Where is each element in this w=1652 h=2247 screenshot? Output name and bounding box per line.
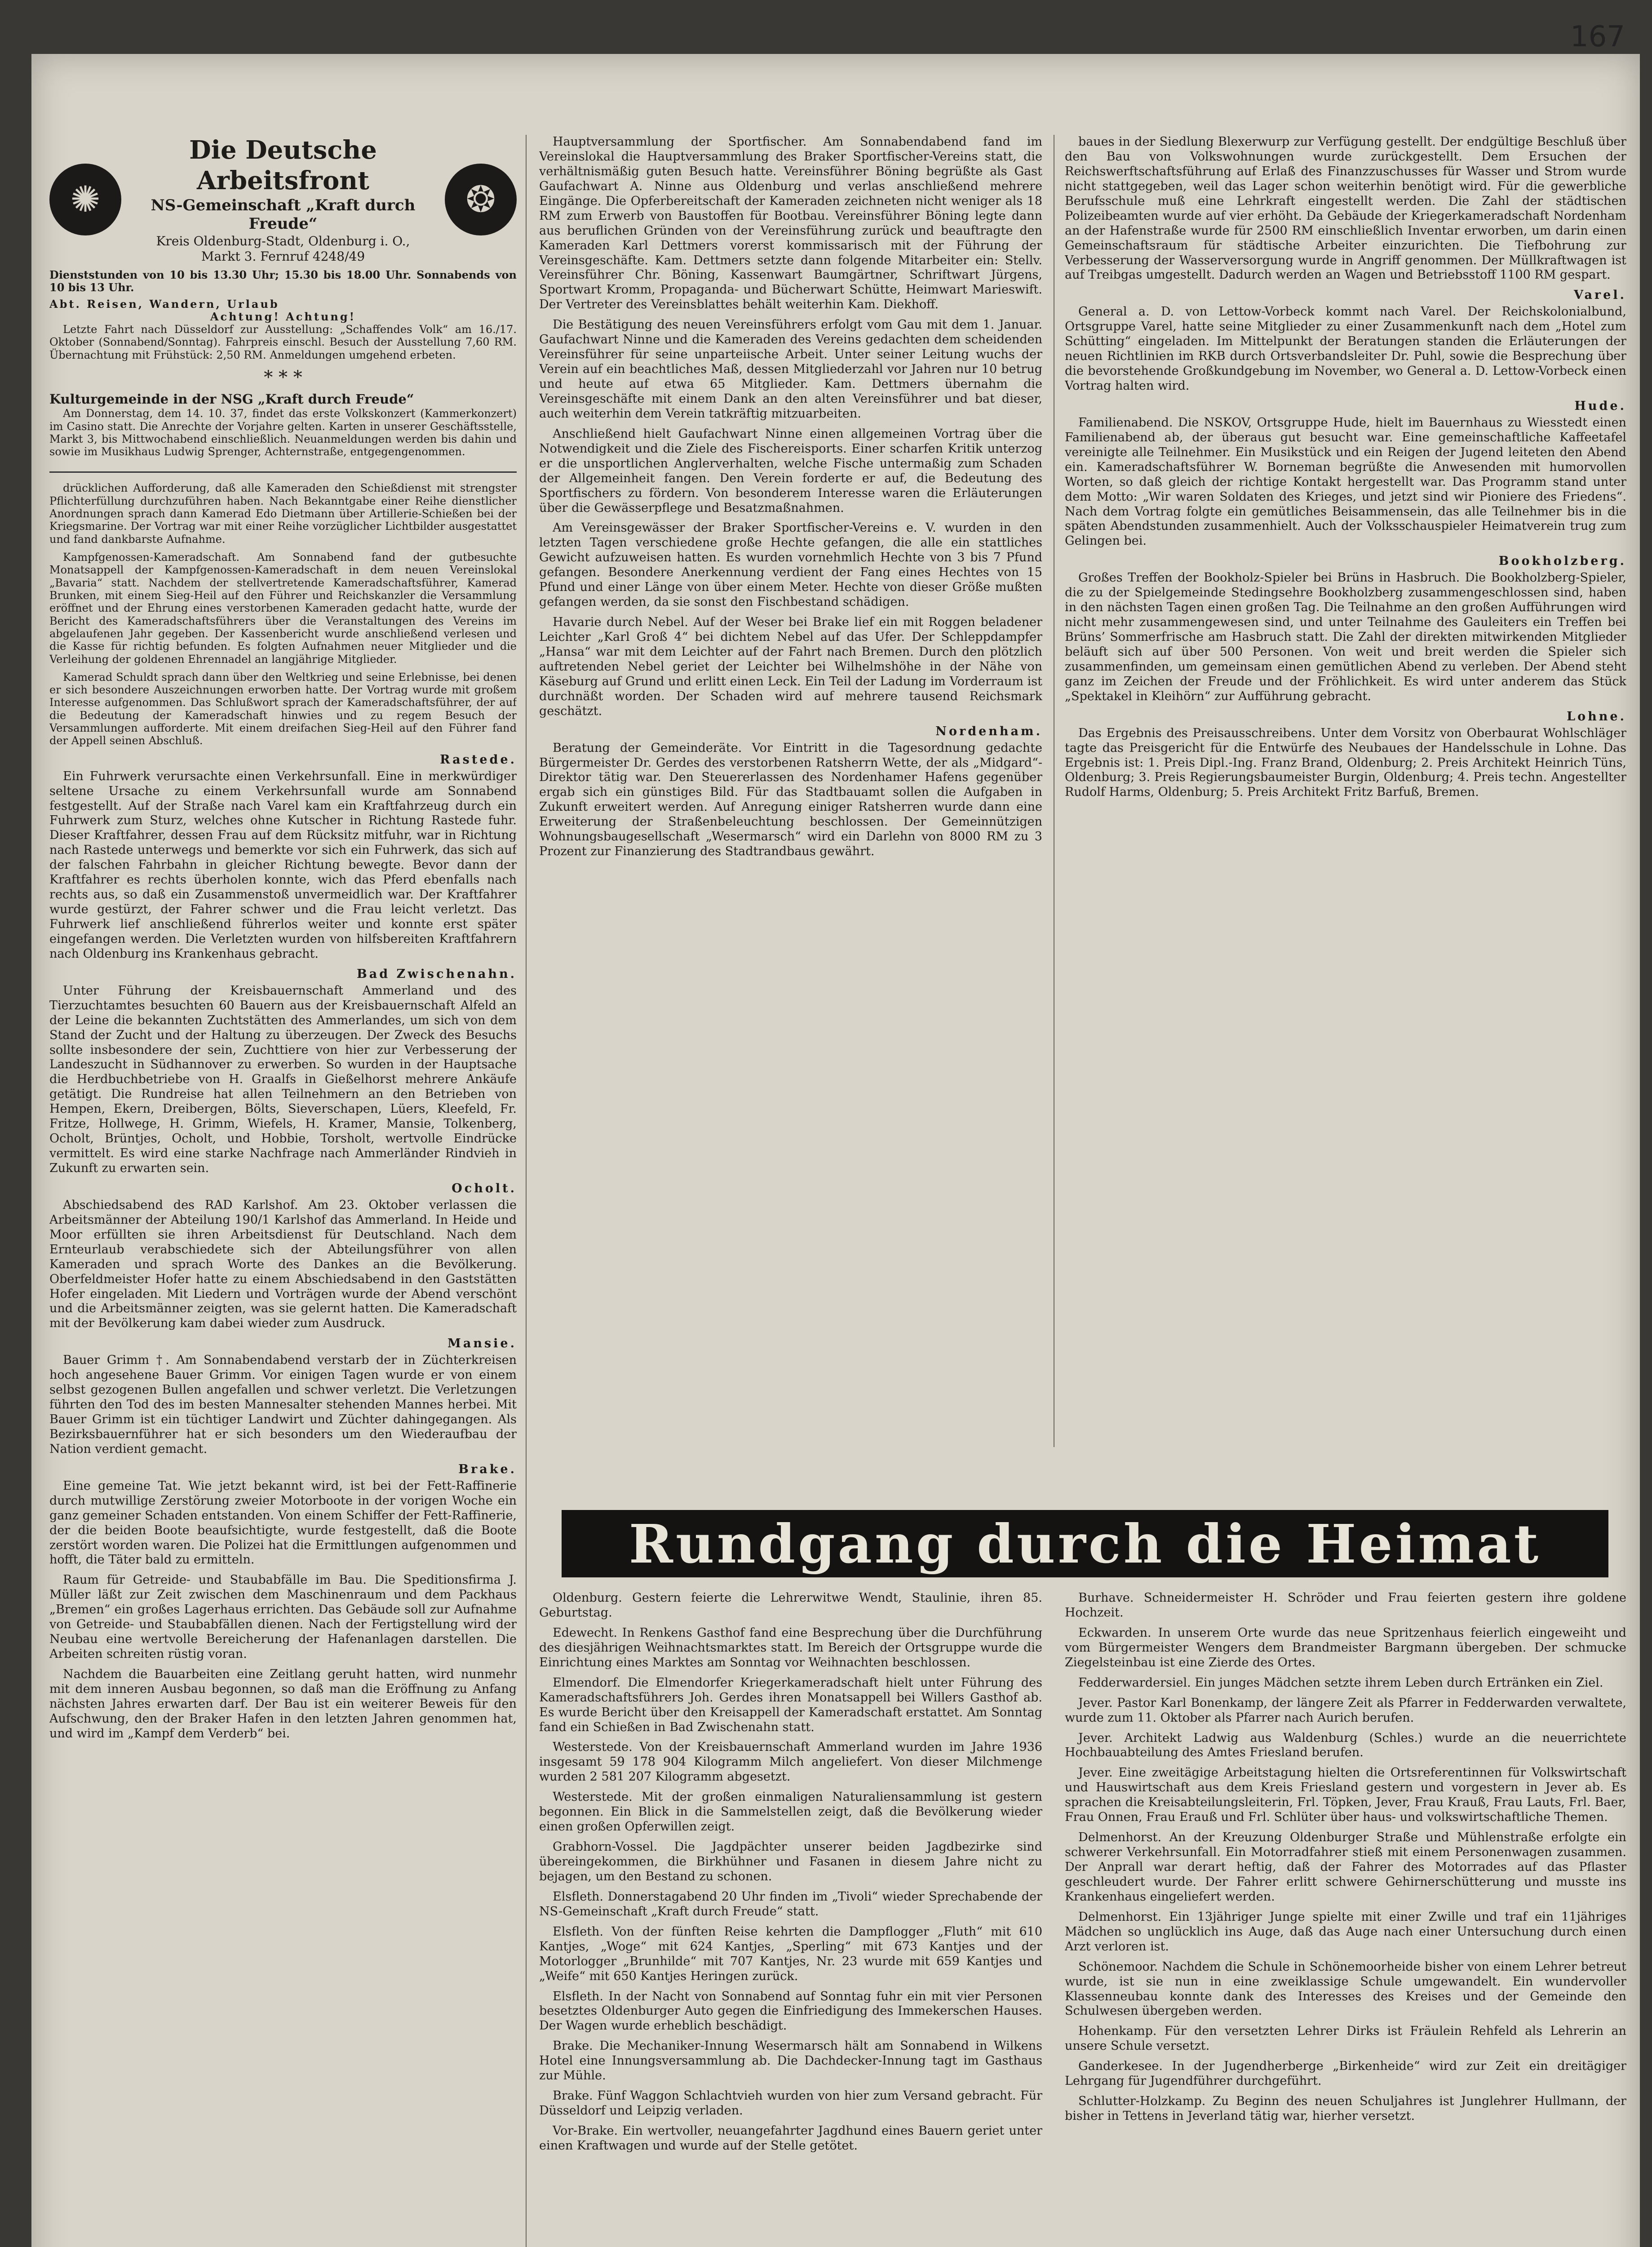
article-paragraph: baues in der Siedlung Blexerwurp zur Verfügung gestellt. Der endgültige Beschluß über den Bau von Volkswohnungen wurde zurückgestellt. Dem Ersuchen der Reichswerftschaftsführung auf Erlaß des Finanzzuschusses für Wasser und Strom wurde nicht stattgegeben, weil das Lager schon weiterhin benötigt wird. Für die gewerbliche Berufsschule muß eine Lehrkraft eingestellt werden. Die Zahl der städtischen Polizeibeamten wurde auf vier erhöht. Da Gebäude der Kriegerkameradschaft Nordenham an der Hafenstraße wurde für 2500 RM einschließlich Inventar erworben, um darin einen Gemeinschaftsraum für städtische Arbeiter einzurichten. Die Tiefbohrung zur Verbesserung der Wasserversorgung wurde in Angriff genommen. Der Müllkraftwagen ist auf Treibgas umgestellt. Dadurch werden an Wagen und Betriebsstoff 1100 RM gespart. <box>1065 135 1626 282</box>
daf-address-2: Markt 3. Fernruf 4248/49 <box>201 249 365 264</box>
article-paragraph: Jever. Eine zweitägige Arbeitstagung hielten die Ortsreferentinnen für Volkswirtschaft und Hauswirtschaft aus dem Kreis Friesland gestern und vorgestern in Jever ab. Es sprachen die Kreisabteilungsleiterin, Frl. Töpken, Jever, Frau Krauß, Frau Lauts, Frl. Baer, Frau Onnen, Frau Erauß und Frl. Schlüter über haus- und volkswirtschaftliche Themen. <box>1065 1766 1626 1825</box>
rundgang-column-left <box>539 1591 1042 2247</box>
article-paragraph: Am Vereinsgewässer der Braker Sportfischer-Vereins e. V. wurden in den letzten Tagen verschiedene große Hechte gefangen, die alle ein stattliches Gewicht aufzuweisen hatten. Es wurden vornehmlich Hechte von 3 bis 7 Pfund gefangen. Besondere Anerkennung verdient der Fang eines Hechtes von 15 Pfund und einer Länge von über einem Meter. Hechte von dieser Größe mußten gefangen werden, da sie sonst den Fischbestand schädigen. <box>539 521 1042 609</box>
separator-stars: * * * <box>264 367 302 388</box>
article-paragraph: Großes Treffen der Bookholz-Spieler bei Brüns in Hasbruch. Die Bookholzberg-Spieler, die zu der Spielgemeinde Stedingsehre Bookholzberg zusammengeschlossen sind, haben in den nächsten Tagen einen großen Tag. Die Teilnahme an den großen Aufführungen wird nicht mehr zusammengewesen sind, und unter Teilnahme des Gauleiters ein Treffen bei Brüns’ Sommerfrische am Hasbruch statt. Die Zahl der direkten mitwirkenden Mitglieder beläuft sich auf über 500 Personen. Von weit und breit werden die Spieler sich zusammenfinden, um gemeinsam einen gemütlichen Abend zu verleben. Der Abend steht ganz im Zeichen der Freude und der Fröhlichkeit. Es wird unter anderem das Stück „Spektakel in Kleihörn“ zur Aufführung gebracht. <box>1065 571 1626 703</box>
article-paragraph: Schlutter-Holzkamp. Zu Beginn des neuen Schuljahres ist Junglehrer Hullmann, der bisher in Tettens in Jeverland tätig war, hierher versetzt. <box>1065 2094 1626 2123</box>
article-paragraph: Elmendorf. Die Elmendorfer Kriegerkameradschaft hielt unter Führung des Kameradschaftsführers Joh. Gerdes ihren Monatsappell bei Willers Gasthof ab. Es wurde Bericht über den Kreisappell der Kameradschaft erstattet. Am Sonntag fand ein Schießen in Bad Zwischenahn statt. <box>539 1675 1042 1734</box>
article-paragraph: Elsfleth. In der Nacht von Sonnabend auf Sonntag fuhr ein mit vier Personen besetztes Oldenburger Auto gegen die Einfriedigung des Immekerschen Hauses. Der Wagen wurde erheblich beschädigt. <box>539 1989 1042 2033</box>
kultur-title: Kulturgemeinde in der NSG „Kraft durch Freude“ <box>49 391 414 407</box>
article-paragraph: Edewecht. In Renkens Gasthof fand eine Besprechung über die Durchführung des diesjährigen Weihnachtsmarktes statt. Im Bereich der Ortsgruppe wurde die Einrichtung eines Marktes am Sonntag vor Weihnachten beschlossen. <box>539 1625 1042 1670</box>
article-paragraph: Delmenhorst. Ein 13jähriger Junge spielte mit einer Zwille und traf ein 11jähriges Mädchen so unglücklich ins Auge, daß das Auge nach einer Untersuchung durch einen Arzt verloren ist. <box>1065 1910 1626 1954</box>
article-paragraph: Brake. Die Mechaniker-Innung Wesermarsch hält am Sonnabend in Wilkens Hotel eine Innungsversammlung ab. Die Dachdecker-Innung tagt im Gasthaus zur Mühle. <box>539 2039 1042 2083</box>
daf-title: Die Deutsche Arbeitsfront <box>189 135 377 196</box>
article-paragraph: Ein Fuhrwerk verursachte einen Verkehrsunfall. Eine in merkwürdiger seltene Ursache zu einem Verkehrsunfall wurde am Sonnabend festgestellt. Auf der Straße nach Varel kam ein Kraftfahrzeug durch ein Fuhrwerk zum Sturz, welches ohne Kutscher in Richtung Rastede fuhr. Dieser Kraftfahrer, dessen Frau auf dem Rücksitz mitfuhr, war in Richtung nach Rastede unterwegs und bemerkte vor sich ein Fuhrwerk, das sich auf der falschen Fahrbahn in gleicher Richtung bewegte. Bevor dann der Kraftfahrer es rechts überholen konnte, wich das Pferd ebenfalls nach rechts aus, so daß ein Zusammenstoß unvermeidlich war. Der Kraftfahrer wurde gestürzt, der Fahrer schwer und die Frau leicht verletzt. Das Fuhrwerk lief anschließend führerlos weiter und konnte erst später eingefangen werden. Die Verletzten wurden von hilfsbereiten Kraftfahrern nach Oldenburg ins Krankenhaus gebracht. <box>49 769 517 961</box>
article-paragraph: Schönemoor. Nachdem die Schule in Schönemoorheide bisher von einem Lehrer betreut wurde, ist sie nun in eine zweiklassige Schule umgewandelt. Ein wundervoller Klassenneubau konnte dank des Interesses des Kreises und der Gemeinde den Schulwesen übergeben werden. <box>1065 1959 1626 2018</box>
column-right <box>1065 135 1626 1492</box>
article-paragraph: Kamerad Schuldt sprach dann über den Weltkrieg und seine Erlebnisse, bei denen er sich besondere Auszeichnungen erworben hatte. Der Vortrag wurde mit großem Interesse aufgenommen. Das Schlußwort sprach der Kameradschaftsführer, der auf die Bedeutung der Kameradschaft hinwies und zu regem Besuch der Versammlungen aufforderte. Mit einem dreifachen Sieg-Heil auf den Führer fand der Appell seinen Abschluß. <box>49 671 517 747</box>
article-paragraph: Vor-Brake. Ein wertvoller, neuangefahrter Jagdhund eines Bauern geriet unter einen Kraftwagen und wurde auf der Stelle getötet. <box>539 2124 1042 2153</box>
article-paragraph: Delmenhorst. An der Kreuzung Oldenburger Straße und Mühlenstraße erfolgte ein schwerer Verkehrsunfall. Ein Motorradfahrer stieß mit einem Personenwagen zusammen. Der Anprall war derart heftig, daß der Fahrer des Motorrades auf das Pflaster geschleudert wurde. Der Fahrer erlitt schwere Gehirnerschütterung und musste ins Krankenhaus eingeliefert werden. <box>1065 1830 1626 1904</box>
place-heading: Hude. <box>1574 399 1626 413</box>
daf-emblem-icon: ✺ <box>49 164 121 235</box>
newspaper-sheet <box>31 54 1640 2247</box>
article-paragraph: Das Ergebnis des Preisausschreibens. Unter dem Vorsitz von Oberbaurat Wohlschläger tagte das Preisgericht für die Entwürfe des Neubaues der Handelsschule in Lohne. Das Ergebnis ist: 1. Preis Dipl.-Ing. Franz Brand, Oldenburg; 2. Preis Architekt Heinrich Tüns, Oldenburg; 3. Preis Regierungsbaumeister Burgin, Oldenburg; 4. Preis techn. Angestellter Rudolf Harms, Oldenburg; 5. Preis Architekt Fritz Barfuß, Bremen. <box>1065 726 1626 799</box>
place-heading: Bad Zwischenahn. <box>356 967 517 981</box>
daf-attention: Achtung! Achtung! <box>210 310 356 323</box>
article-paragraph: Jever. Pastor Karl Bonenkamp, der längere Zeit als Pfarrer in Fedderwarden verwaltete, wurde zum 11. Oktober als Pfarrer nach Aurich berufen. <box>1065 1696 1626 1725</box>
article-paragraph: Grabhorn-Vossel. Die Jagdpächter unserer beiden Jagdbezirke sind übereingekommen, die Birkhühner und Fasanen in diesem Jahre nicht zu bejagen, um den Bestand zu schonen. <box>539 1840 1042 1883</box>
article-paragraph: Familienabend. Die NSKOV, Ortsgruppe Hude, hielt im Bauernhaus zu Wiesstedt einen Familienabend ab, der überaus gut besucht war. Eine gemeinschaftliche Kaffeetafel vereinigte alle Teilnehmer. Ein Musikstück und ein Reigen der Jugend leiteten den Abend ein. Kameradschaftsführer W. Borneman begrüßte die Anwesenden mit humorvollen Worten, so daß gleich der richtige Kontakt hergestellt war. Das Programm stand unter dem Motto: „Wir waren Soldaten des Krieges, und jetzt sind wir Pioniere des Friedens“. Nach dem Vortrag folgte ein gemütliches Beisammensein, das alle Teilnehmer bis in die späten Abendstunden zusammenhielt. Auch der Volksschauspieler Heimatverein trug zum Gelingen bei. <box>1065 415 1626 548</box>
article-paragraph: Havarie durch Nebel. Auf der Weser bei Brake lief ein mit Roggen beladener Leichter „Karl Groß 4“ bei dichtem Nebel auf das Ufer. Der Schleppdampfer „Hansa“ war mit dem Leichter auf der Fahrt nach Bremen. Durch den plötzlich auftretenden Nebel geriet der Leichter bei Wilhelmshöhe in der Nähe von Käseburg auf Grund und erlitt einen Leck. Ein Teil der Ladung im Vorderraum ist durchnäßt worden. Der Schaden wird auf mehrere tausend Reichsmark geschätzt. <box>539 615 1042 718</box>
daf-department: Abt. Reisen, Wandern, Urlaub <box>49 297 279 311</box>
article-paragraph: drücklichen Aufforderung, daß alle Kameraden den Schießdienst mit strengster Pflichterfüllung durchzuführen haben. Nach Bekanntgabe einer Reihe dienstlicher Anordnungen sprach dann Kamerad Edo Dietmann über Artillerie-Schießen bei der Kriegsmarine. Der Vortrag war mit einer Reihe vorzüglicher Lichtbilder ausgestattet und fand dankbarste Aufnahme. <box>49 482 517 546</box>
article-paragraph: Brake. Fünf Waggon Schlachtvieh wurden von hier zum Versand gebracht. Für Düsseldorf und Leipzig verladen. <box>539 2089 1042 2118</box>
article-paragraph: Anschließend hielt Gaufachwart Ninne einen allgemeinen Vortrag über die Notwendigkeit und die Ziele des Fischereisports. Einer scharfen Kritik unterzog er die unsportlichen Anglerverhalten, welche Fische untermaßig zum Schaden der Allgemeinheit fangen. Den Verein forderte er auf, die Bedeutung des Sportfischers zu fördern. Von besonderem Interesse waren die Erläuterungen über die Gewässerpflege und Besatzmaßnahmen. <box>539 426 1042 515</box>
place-heading: Nordenham. <box>935 724 1042 738</box>
column-rule <box>526 135 527 2247</box>
article-paragraph: Ganderkesee. In der Jugendherberge „Birkenheide“ wird zur Zeit ein dreitägiger Lehrgang für Jugendführer durchgeführt. <box>1065 2059 1626 2088</box>
article-paragraph: Oldenburg. Gestern feierte die Lehrerwitwe Wendt, Staulinie, ihren 85. Geburtstag. <box>539 1591 1042 1620</box>
article-paragraph: Eckwarden. In unserem Orte wurde das neue Spritzenhaus feierlich eingeweiht und vom Bürgermeister Wengers dem Brandmeister Bargmann übergeben. Der schmucke Ziegelsteinbau ist eine Zierde des Ortes. <box>1065 1625 1626 1670</box>
article-paragraph: Kampfgenossen-Kameradschaft. Am Sonnabend fand der gutbesuchte Monatsappell der Kampfgenossen-Kameradschaft in dem neuen Vereinslokal „Bavaria“ statt. Nachdem der stellvertretende Kameradschaftsführer, Kamerad Brunken, mit einem Sieg-Heil auf den Führer und Reichskanzler die Versammlung eröffnet und der Ehrung eines verstorbenen Kameraden gedacht hatte, wurde der Bericht des Kameradschaftsführers über die Veranstaltungen des Vereins im abgelaufenen Jahr gegeben. Der Kassenbericht wurde anschließend verlesen und die Kasse für richtig befunden. Es folgten Aufnahmen neuer Mitglieder und die Verleihung der goldenen Ehrennadel an langjährige Mitglieder. <box>49 551 517 666</box>
article-paragraph: Unter Führung der Kreisbauernschaft Ammerland und des Tierzuchtamtes besuchten 60 Bauern aus der Kreisbauernschaft Alfeld an der Leine die bekannten Zuchtstätten des Ammerlandes, um sich von dem Stand der Zucht und der Haltung zu überzeugen. Der Zweck des Besuchs sollte insbesondere der sein, Zuchttiere von hier zur Verbesserung der Landeszucht in Südhannover zu erwerben. So wurden in der Hauptsache die Herdbuchbetriebe von H. Graalfs in Gießelhorst mehrere Ankäufe getätigt. Die Rundreise hat allen Teilnehmern an den Betrieben von Hempen, Ekern, Dreibergen, Bölts, Sieverschapen, Lüers, Kleefeld, Fr. Fritze, Hollwege, H. Grimm, Wiefels, H. Kramer, Mansie, Tolkenberg, Ocholt, Brüntjes, Ocholt, und Hobbie, Torsholt, wertvolle Eindrücke vermittelt. Es wird eine starke Nachfrage nach Ammerländer Rindvieh in Zukunft zu erwarten sein. <box>49 983 517 1176</box>
place-heading: Varel. <box>1573 288 1626 302</box>
daf-subtitle: NS-Gemeinschaft „Kraft durch Freude“ <box>151 196 416 233</box>
article-paragraph: Eine gemeine Tat. Wie jetzt bekannt wird, ist bei der Fett-Raffinerie durch mutwillige Zerstörung zweier Motorboote in der vorigen Woche ein ganz gemeiner Schaden entstanden. Von einem Schiffer der Fett-Raffinerie, der die beiden Boote beaufsichtigte, wurde festgestellt, daß die Boote zerstört worden waren. Die Polizei hat die Ermittlungen aufgenommen und hofft, die Täter bald zu ermitteln. <box>49 1479 517 1567</box>
article-paragraph: Beratung der Gemeinderäte. Vor Eintritt in die Tagesordnung gedachte Bürgermeister Dr. Gerdes des verstorbenen Ratsherrn Wette, der als „Midgard“-Direktor tätig war. Den Steuererlassen des Nordenhamer Hafens gegenüber ergab sich ein günstiges Bild. Für das Stadtbauamt sollen die Aufgaben in Zukunft erweitert werden. Auf Anregung einiger Ratsherren wurde dann eine Erweiterung der Straßenbeleuchtung beschlossen. Der Gemeinnützigen Wohnungsbaugesellschaft „Wesermarsch“ wird ein Darlehn von 8000 RM zu 3 Prozent zur Finanzierung des Stadtrandbaus gewährt. <box>539 741 1042 859</box>
daf-trip-text: Letzte Fahrt nach Düsseldorf zur Ausstellung: „Schaffendes Volk“ am 16./17. Oktober (Sonnabend/Sonntag). Fahrpreis einschl. Besuch der Ausstellung 7,60 RM. Übernachtung mit Frühstück: 2,50 RM. Anmeldungen umgehend erbeten. <box>49 323 517 361</box>
article-paragraph: Westerstede. Mit der großen einmaligen Naturaliensammlung ist gestern begonnen. Ein Blick in die Sammelstellen zeigt, daß die Bevölkerung wieder einen großen Opferwillen zeigt. <box>539 1790 1042 1834</box>
kultur-text: Am Donnerstag, dem 14. 10. 37, findet das erste Volkskonzert (Kammerkonzert) im Casino statt. Die Anrechte der Vorjahre gelten. Karten in unserer Geschäftsstelle, Markt 3, bis Mittwochabend einschließlich. Neuanmeldungen werden bis dahin und sowie im Musikhaus Ludwig Sprenger, Achternstraße, entgegengenommen. <box>49 407 517 458</box>
column-middle <box>539 135 1042 1492</box>
kdf-emblem-icon: ❂ <box>445 164 517 235</box>
article-paragraph: Elsfleth. Donnerstagabend 20 Uhr finden im „Tivoli“ wieder Sprechabende der NS-Gemeinschaft „Kraft durch Freude“ statt. <box>539 1889 1042 1918</box>
article-paragraph: Burhave. Schneidermeister H. Schröder und Frau feierten gestern ihre goldene Hochzeit. <box>1065 1591 1626 1620</box>
article-paragraph: Jever. Architekt Ladwig aus Waldenburg (Schles.) wurde an die neuerrichtete Hochbauabteilung des Amtes Friesland berufen. <box>1065 1731 1626 1760</box>
place-heading: Rastede. <box>440 752 517 767</box>
rundgang-column-right <box>1065 1591 1626 2247</box>
daf-address-1: Kreis Oldenburg-Stadt, Oldenburg i. O., <box>156 233 410 249</box>
article-paragraph: Die Bestätigung des neuen Vereinsführers erfolgt vom Gau mit dem 1. Januar. Gaufachwart Ninne und die Kameraden des Vereins gedachten dem scheidenden Vereinsführer für seine unparteiische Arbeit. Unter seiner Leitung wuchs der Verein auf ein beachtliches Maß, dessen Mitgliederzahl vor Jahren nur 10 betrug und heute auf etwa 65 Mitglieder. Kam. Dettmers übernahm die Vereinsgeschäfte mit einem Dank an den alten Vereinsführer und bat dieser, auch weiterhin dem Verein tatkräftig mitzuarbeiten. <box>539 318 1042 421</box>
column-left <box>49 135 517 2247</box>
article-paragraph: Fedderwardersiel. Ein junges Mädchen setzte ihrem Leben durch Ertränken ein Ziel. <box>1078 1675 1603 1690</box>
place-heading: Bookholzberg. <box>1498 554 1626 568</box>
article-paragraph: Hohenkamp. Für den versetzten Lehrer Dirks ist Fräulein Rehfeld als Lehrerin an unsere Schule versetzt. <box>1065 2024 1626 2053</box>
article-paragraph: General a. D. von Lettow-Vorbeck kommt nach Varel. Der Reichskolonialbund, Ortsgruppe Varel, hatte seine Mitglieder zu einer Zusammenkunft nach dem „Hotel zum Schütting“ eingeladen. Im Mittelpunkt der Beratungen standen die Erläuterungen der neuen Richtlinien im RKB durch Ortsverbandsleiter Dr. Puhl, sowie die Besprechung über die bevorstehende Großkundgebung im November, wo General a. D. Lettow-Vorbeck einen Vortrag halten wird. <box>1065 305 1626 393</box>
section-banner-rundgang: Rundgang durch die Heimat <box>562 1510 1608 1577</box>
article-paragraph: Bauer Grimm †. Am Sonnabendabend verstarb der in Züchterkreisen hoch angesehene Bauer Grimm. Vor einigen Tagen wurde er von einem selbst gezogenen Bullen angefallen und schwer verletzt. Die Verletzungen führten den Tod des im besten Mannesalter stehenden Mannes herbei. Mit Bauer Grimm ist ein tüchtiger Landwirt und Züchter dahingegangen. Als Bezirksbauernführer hat er sich besonders um den Wiederaufbau der Nation verdient gemacht. <box>49 1353 517 1456</box>
page-number: 167 <box>1570 20 1625 53</box>
place-heading: Lohne. <box>1567 709 1626 724</box>
daf-hours: Dienststunden von 10 bis 13.30 Uhr; 15.30 bis 18.00 Uhr. Sonnabends von 10 bis 13 Uhr. <box>49 268 517 294</box>
article-paragraph: Hauptversammlung der Sportfischer. Am Sonnabendabend fand im Vereinslokal die Hauptversammlung des Braker Sportfischer-Vereins statt, die verhältnismäßig guten Besuch hatte. Vereinsführer Böning begrüßte als Gast Gaufachwart A. Ninne aus Oldenburg und verlas anschließend mehrere Eingänge. Die Opferbereitschaft der Kameraden zeichneten nicht weniger als 18 RM zum Erwerb von Baustoffen für Bootbau. Vereinsführer Böning legte dann aus beruflichen Gründen von der Vereinsführung zurück und beauftragte den Kameraden Karl Dettmers vorerst kommissarisch mit der Führung der Vereinsgeschäfte. Kam. Dettmers setzte dann folgende Mitarbeiter ein: Stellv. Vereinsführer Chr. Böning, Kassenwart Baumgärtner, Schriftwart Jürgens, Sportwart Kromm, Propaganda- und Bücherwart Schütte, Heimwart Marieswift. Der Vertreter des Vereinsblattes behält weiterhin Kam. Diekhoff. <box>539 135 1042 312</box>
article-paragraph: Abschiedsabend des RAD Karlshof. Am 23. Oktober verlassen die Arbeitsmänner der Abteilung 190/1 Karlshof das Ammerland. In Heide und Moor erfüllten sie ihren Arbeitsdienst für Deutschland. Nach dem Ernteurlaub verabschiedete sich der Abteilungsführer von allen Kameraden und sprach Worte des Dankes an die Bevölkerung. Oberfeldmeister Hofer hatte zu einem Abschiedsabend in den Gaststätten Hofer eingeladen. Mit Liedern und Vorträgen wurde der Abend verschönt und die Arbeitsmänner zeigten, was sie gelernt hatten. Die Kameradschaft mit der Bevölkerung kam dabei wieder zum Ausdruck. <box>49 1198 517 1331</box>
article-paragraph: Raum für Getreide- und Staubabfälle im Bau. Die Speditionsfirma J. Müller läßt zur Zeit zwischen dem Maschinenraum und dem Packhaus „Bremen“ ein großes Lagerhaus errichten. Das Gebäude soll zur Aufnahme von Getreide- und Staubabfällen dienen. Nach der Fertigstellung wird der Neubau eine wertvolle Bereicherung der Hafenanlagen darstellen. Die Arbeiten schreiten rüstig voran. <box>49 1573 517 1661</box>
place-heading: Mansie. <box>447 1337 517 1351</box>
place-heading: Brake. <box>458 1462 517 1476</box>
article-paragraph: Westerstede. Von der Kreisbauernschaft Ammerland wurden im Jahre 1936 insgesamt 59 178 904 Kilogramm Milch angeliefert. Von dieser Milchmenge wurden 2 581 207 Kilogramm abgesetzt. <box>539 1740 1042 1784</box>
place-heading: Ocholt. <box>452 1181 517 1195</box>
article-paragraph: Nachdem die Bauarbeiten eine Zeitlang geruht hatten, wird nunmehr mit dem inneren Ausbau begonnen, so daß man die Eröffnung zu Anfang nächsten Jahres erwarten darf. Der Bau ist ein weiterer Beweis für den Aufschwung, den der Braker Hafen in den letzten Jahren genommen hat, und wird im „Kampf dem Verderb“ bei. <box>49 1667 517 1741</box>
article-paragraph: Elsfleth. Von der fünften Reise kehrten die Dampflogger „Fluth“ mit 610 Kantjes, „Woge“ mit 624 Kantjes, „Sperling“ mit 673 Kantjes und der Motorlogger „Brunhilde“ mit 707 Kantjes, Nr. 23 wurde mit 659 Kantjes und „Weife“ mit 650 Kantjes Heringen zurück. <box>539 1924 1042 1983</box>
daf-announcement-box <box>49 135 517 473</box>
